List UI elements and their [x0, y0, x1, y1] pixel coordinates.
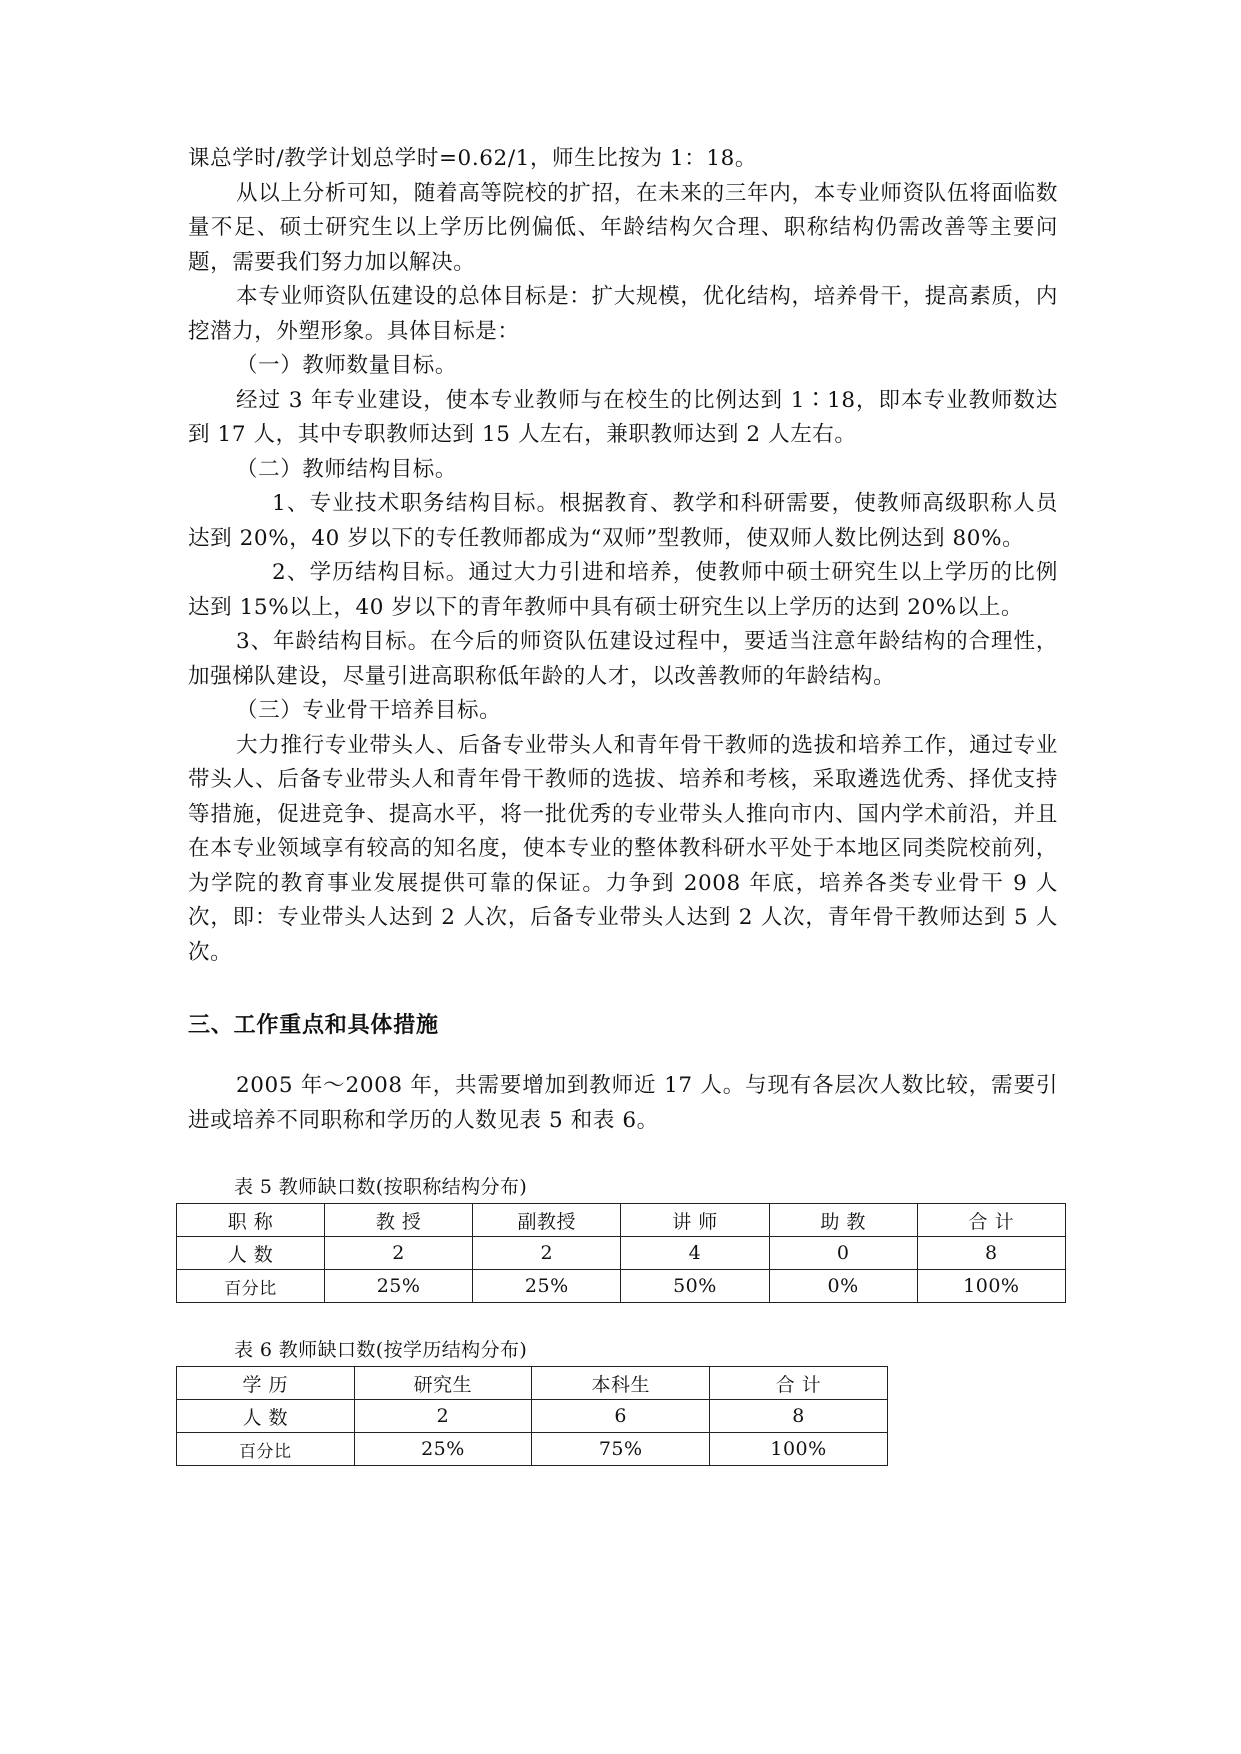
table-cell: 2 [354, 1400, 532, 1433]
document-page [188, 142, 1058, 1466]
table-cell: 25% [473, 1270, 621, 1303]
subheading-structure: （二）教师结构目标。 [236, 456, 458, 482]
paragraph-analysis: 从以上分析可知，随着高等院校的扩招，在未来的三年内，本专业师资队伍将面临数量不足、硕士研究生以上学历比例偏低、年龄结构欠合理、职称结构仍需改善等主要问题，需要我们努力加以解决。 [188, 180, 1058, 275]
table-cell: 人 数 [177, 1237, 325, 1270]
table-cell: 100% [710, 1433, 888, 1466]
table-cell: 8 [710, 1400, 888, 1433]
table-cell: 100% [917, 1270, 1065, 1303]
table5-caption: 表 5 教师缺口数(按职称结构分布) [234, 1176, 528, 1198]
table-cell: 教 授 [325, 1204, 473, 1237]
table-cell: 0 [769, 1237, 917, 1270]
table-cell: 25% [354, 1433, 532, 1466]
table-row [177, 1400, 888, 1433]
table-cell: 合 计 [917, 1204, 1065, 1237]
table-cell: 4 [621, 1237, 769, 1270]
table-cell: 助 教 [769, 1204, 917, 1237]
table-cell: 本科生 [532, 1367, 710, 1400]
table-row [177, 1237, 1066, 1270]
table-row [177, 1204, 1066, 1237]
table-cell: 人 数 [177, 1400, 355, 1433]
table-cell: 75% [532, 1433, 710, 1466]
table-cell: 讲 师 [621, 1204, 769, 1237]
table-cell: 研究生 [354, 1367, 532, 1400]
paragraph-title-structure: 1、专业技术职务结构目标。根据教育、教学和科研需要，使教师高级职称人员达到 20%，40 岁以下的专任教师都成为“双师”型教师，使双师人数比例达到 80%。 [188, 491, 1058, 551]
paragraph-quantity: 经过 3 年专业建设，使本专业教师与在校生的比例达到 1∶18，即本专业教师数达到 17 人，其中专职教师达到 15 人左右，兼职教师达到 2 人左右。 [188, 387, 1058, 447]
table-row [177, 1367, 888, 1400]
table-cell: 0% [769, 1270, 917, 1303]
paragraph-age-structure: 3、年龄结构目标。在今后的师资队伍建设过程中，要适当注意年龄结构的合理性，加强梯队建设，尽量引进高职称低年龄的人才，以改善教师的年龄结构。 [188, 629, 1058, 689]
paragraph-backbone: 大力推行专业带头人、后备专业带头人和青年骨干教师的选拔和培养工作，通过专业带头人、后备专业带头人和青年骨干教师的选拔、培养和考核，采取遴选优秀、择优支持等措施，促进竞争、提高水平，将一批优秀的专业带头人推向市内、国内学术前沿，并且在本专业领域享有较高的知名度，使本专业的整体教科研水平处于本地区同类院校前列，为学院的教育事业发展提供可靠的保证。力争到 2008 年底，培养各类专业骨干 9 人次，即：专业带头人达到 2 人次，后备专业带头人达到 2 人次，青年骨干教师达到 5 人次。 [188, 732, 1058, 965]
table-cell: 百分比 [177, 1270, 325, 1303]
table6-caption: 表 6 教师缺口数(按学历结构分布) [234, 1339, 528, 1361]
table-cell: 8 [917, 1237, 1065, 1270]
paragraph-education-structure: 2、学历结构目标。通过大力引进和培养，使教师中硕士研究生以上学历的比例达到 15%以上，40 岁以下的青年教师中具有硕士研究生以上学历的达到 20%以上。 [188, 560, 1058, 620]
table-cell: 百分比 [177, 1433, 355, 1466]
table-cell: 合 计 [710, 1367, 888, 1400]
table-cell: 50% [621, 1270, 769, 1303]
paragraph-ratio: 课总学时/教学计划总学时=0.62/1，师生比按为 1：18。 [188, 146, 758, 171]
table-cell: 2 [325, 1237, 473, 1270]
paragraph-section: 2005 年～2008 年，共需要增加到教师近 17 人。与现有各层次人数比较，需要引进或培养不同职称和学历的人数见表 5 和表 6。 [188, 1073, 1058, 1133]
table-cell: 副教授 [473, 1204, 621, 1237]
table5 [176, 1203, 1066, 1303]
table6 [176, 1366, 888, 1466]
subheading-quantity: （一）教师数量目标。 [236, 353, 458, 378]
table-row [177, 1270, 1066, 1303]
table-row [177, 1433, 888, 1466]
table-cell: 学 历 [177, 1367, 355, 1400]
subheading-backbone: （三）专业骨干培养目标。 [236, 698, 502, 723]
section-heading: 三、工作重点和具体措施 [188, 1013, 439, 1038]
paragraph-overall-goal: 本专业师资队伍建设的总体目标是：扩大规模，优化结构，培养骨干，提高素质，内挖潜力，外塑形象。具体目标是： [188, 284, 1058, 344]
table-cell: 2 [473, 1237, 621, 1270]
table-cell: 25% [325, 1270, 473, 1303]
table-cell: 6 [532, 1400, 710, 1433]
table-cell: 职 称 [177, 1204, 325, 1237]
